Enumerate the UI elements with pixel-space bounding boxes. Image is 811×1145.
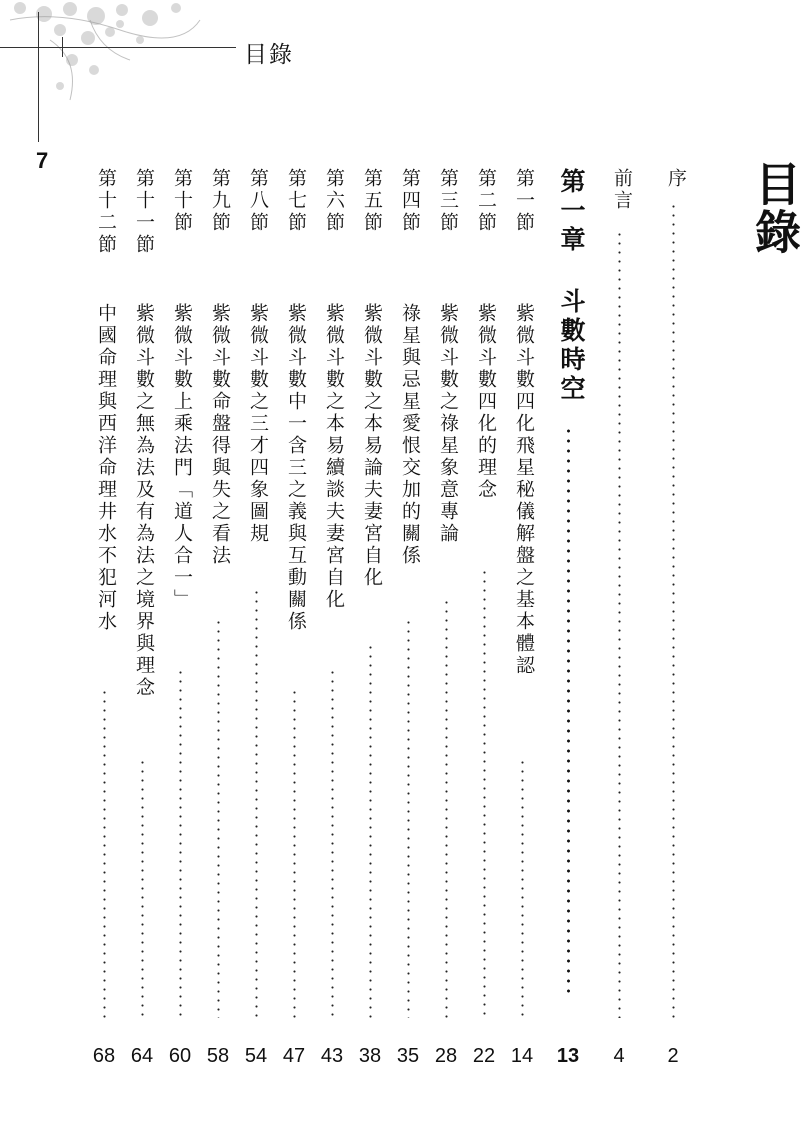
dot-leader (618, 230, 621, 1018)
entry-title: 紫微斗數之無為法及有為法之境界與理念 (133, 303, 155, 699)
entry-page: 54 (244, 1045, 268, 1067)
header-rule-horizontal (0, 47, 236, 48)
entry-label: 第三節 (437, 168, 459, 234)
dot-leader (217, 618, 220, 1018)
chapter-page: 13 (556, 1045, 580, 1067)
dot-leader (566, 426, 571, 996)
dot-leader (521, 758, 524, 1018)
entry-page: 64 (130, 1045, 154, 1067)
chapter-label: 第一章 (557, 168, 586, 255)
entry-title: 紫微斗數命盤得與失之看法 (209, 303, 231, 567)
page-number: 7 (36, 148, 49, 173)
entry-title: 祿星與忌星愛恨交加的關係 (399, 303, 421, 567)
entry-page: 2 (667, 1045, 679, 1067)
entry-page: 58 (206, 1045, 230, 1067)
toc-entry-section-9 (201, 168, 235, 1118)
toc-entry-section-2 (467, 168, 501, 1118)
toc-entry-section-4 (391, 168, 425, 1118)
toc-entry-section-11 (125, 168, 159, 1118)
entry-page: 14 (510, 1045, 534, 1067)
entry-label: 第四節 (399, 168, 421, 234)
toc-entry-chapter-1 (548, 168, 588, 1118)
dot-leader (293, 688, 296, 1018)
entry-title: 紫微斗數之三才四象圖規 (247, 303, 269, 545)
entry-label: 第二節 (475, 168, 497, 234)
entry-label: 第五節 (361, 168, 383, 234)
dot-leader (672, 202, 675, 1018)
entry-label: 第十節 (171, 168, 193, 234)
entry-title: 紫微斗數之本易續談夫妻宮自化 (323, 303, 345, 611)
entry-title: 紫微斗數之本易論夫妻宮自化 (361, 303, 383, 589)
dot-leader (369, 643, 372, 1018)
toc-entry-preface (655, 168, 691, 1118)
header-rule-vertical (38, 12, 39, 142)
dot-leader (445, 598, 448, 1018)
entry-page: 22 (472, 1045, 496, 1067)
entry-label: 第七節 (285, 168, 307, 234)
entry-label: 序 (665, 168, 687, 190)
page-title: 目錄 (748, 160, 802, 256)
dot-leader (255, 588, 258, 1018)
dot-leader (331, 668, 334, 1018)
toc-entry-section-8 (239, 168, 273, 1118)
entry-label: 前言 (611, 168, 633, 212)
entry-page: 35 (396, 1045, 420, 1067)
entry-page: 38 (358, 1045, 382, 1067)
entry-label: 第十一節 (133, 168, 155, 256)
toc-entry-section-7 (277, 168, 311, 1118)
toc-entry-section-6 (315, 168, 349, 1118)
entry-label: 第九節 (209, 168, 231, 234)
entry-title: 紫微斗數四化的理念 (475, 303, 497, 501)
entry-page: 68 (92, 1045, 116, 1067)
entry-page: 4 (613, 1045, 625, 1067)
running-head: 目錄 (244, 42, 294, 68)
entry-label: 第一節 (513, 168, 535, 234)
toc-entry-section-12 (87, 168, 121, 1118)
dot-leader (407, 618, 410, 1018)
entry-page: 47 (282, 1045, 306, 1067)
chapter-title: 斗數時空 (557, 288, 586, 404)
entry-label: 第八節 (247, 168, 269, 234)
toc-entry-section-1 (505, 168, 539, 1118)
entry-title: 中國命理與西洋命理井水不犯河水 (95, 303, 117, 633)
dot-leader (103, 688, 106, 1018)
entry-page: 43 (320, 1045, 344, 1067)
toc-entry-section-3 (429, 168, 463, 1118)
dot-leader (141, 758, 144, 1018)
entry-title: 紫微斗數中一含三之義與互動關係 (285, 303, 307, 633)
toc-entry-section-5 (353, 168, 387, 1118)
entry-page: 28 (434, 1045, 458, 1067)
entry-page: 60 (168, 1045, 192, 1067)
entry-label: 第六節 (323, 168, 345, 234)
entry-title: 紫微斗數之祿星象意專論 (437, 303, 459, 545)
entry-label: 第十二節 (95, 168, 117, 256)
entry-title: 紫微斗數上乘法門「道人合一」 (171, 303, 193, 611)
dot-leader (483, 568, 486, 1018)
entry-title: 紫微斗數四化飛星秘儀解盤之基本體認 (513, 303, 535, 677)
toc-entry-section-10 (163, 168, 197, 1118)
dot-leader (179, 668, 182, 1018)
header-rule-tick (62, 37, 63, 57)
toc-entry-foreword (601, 168, 637, 1118)
floral-corner-decoration (0, 0, 230, 120)
